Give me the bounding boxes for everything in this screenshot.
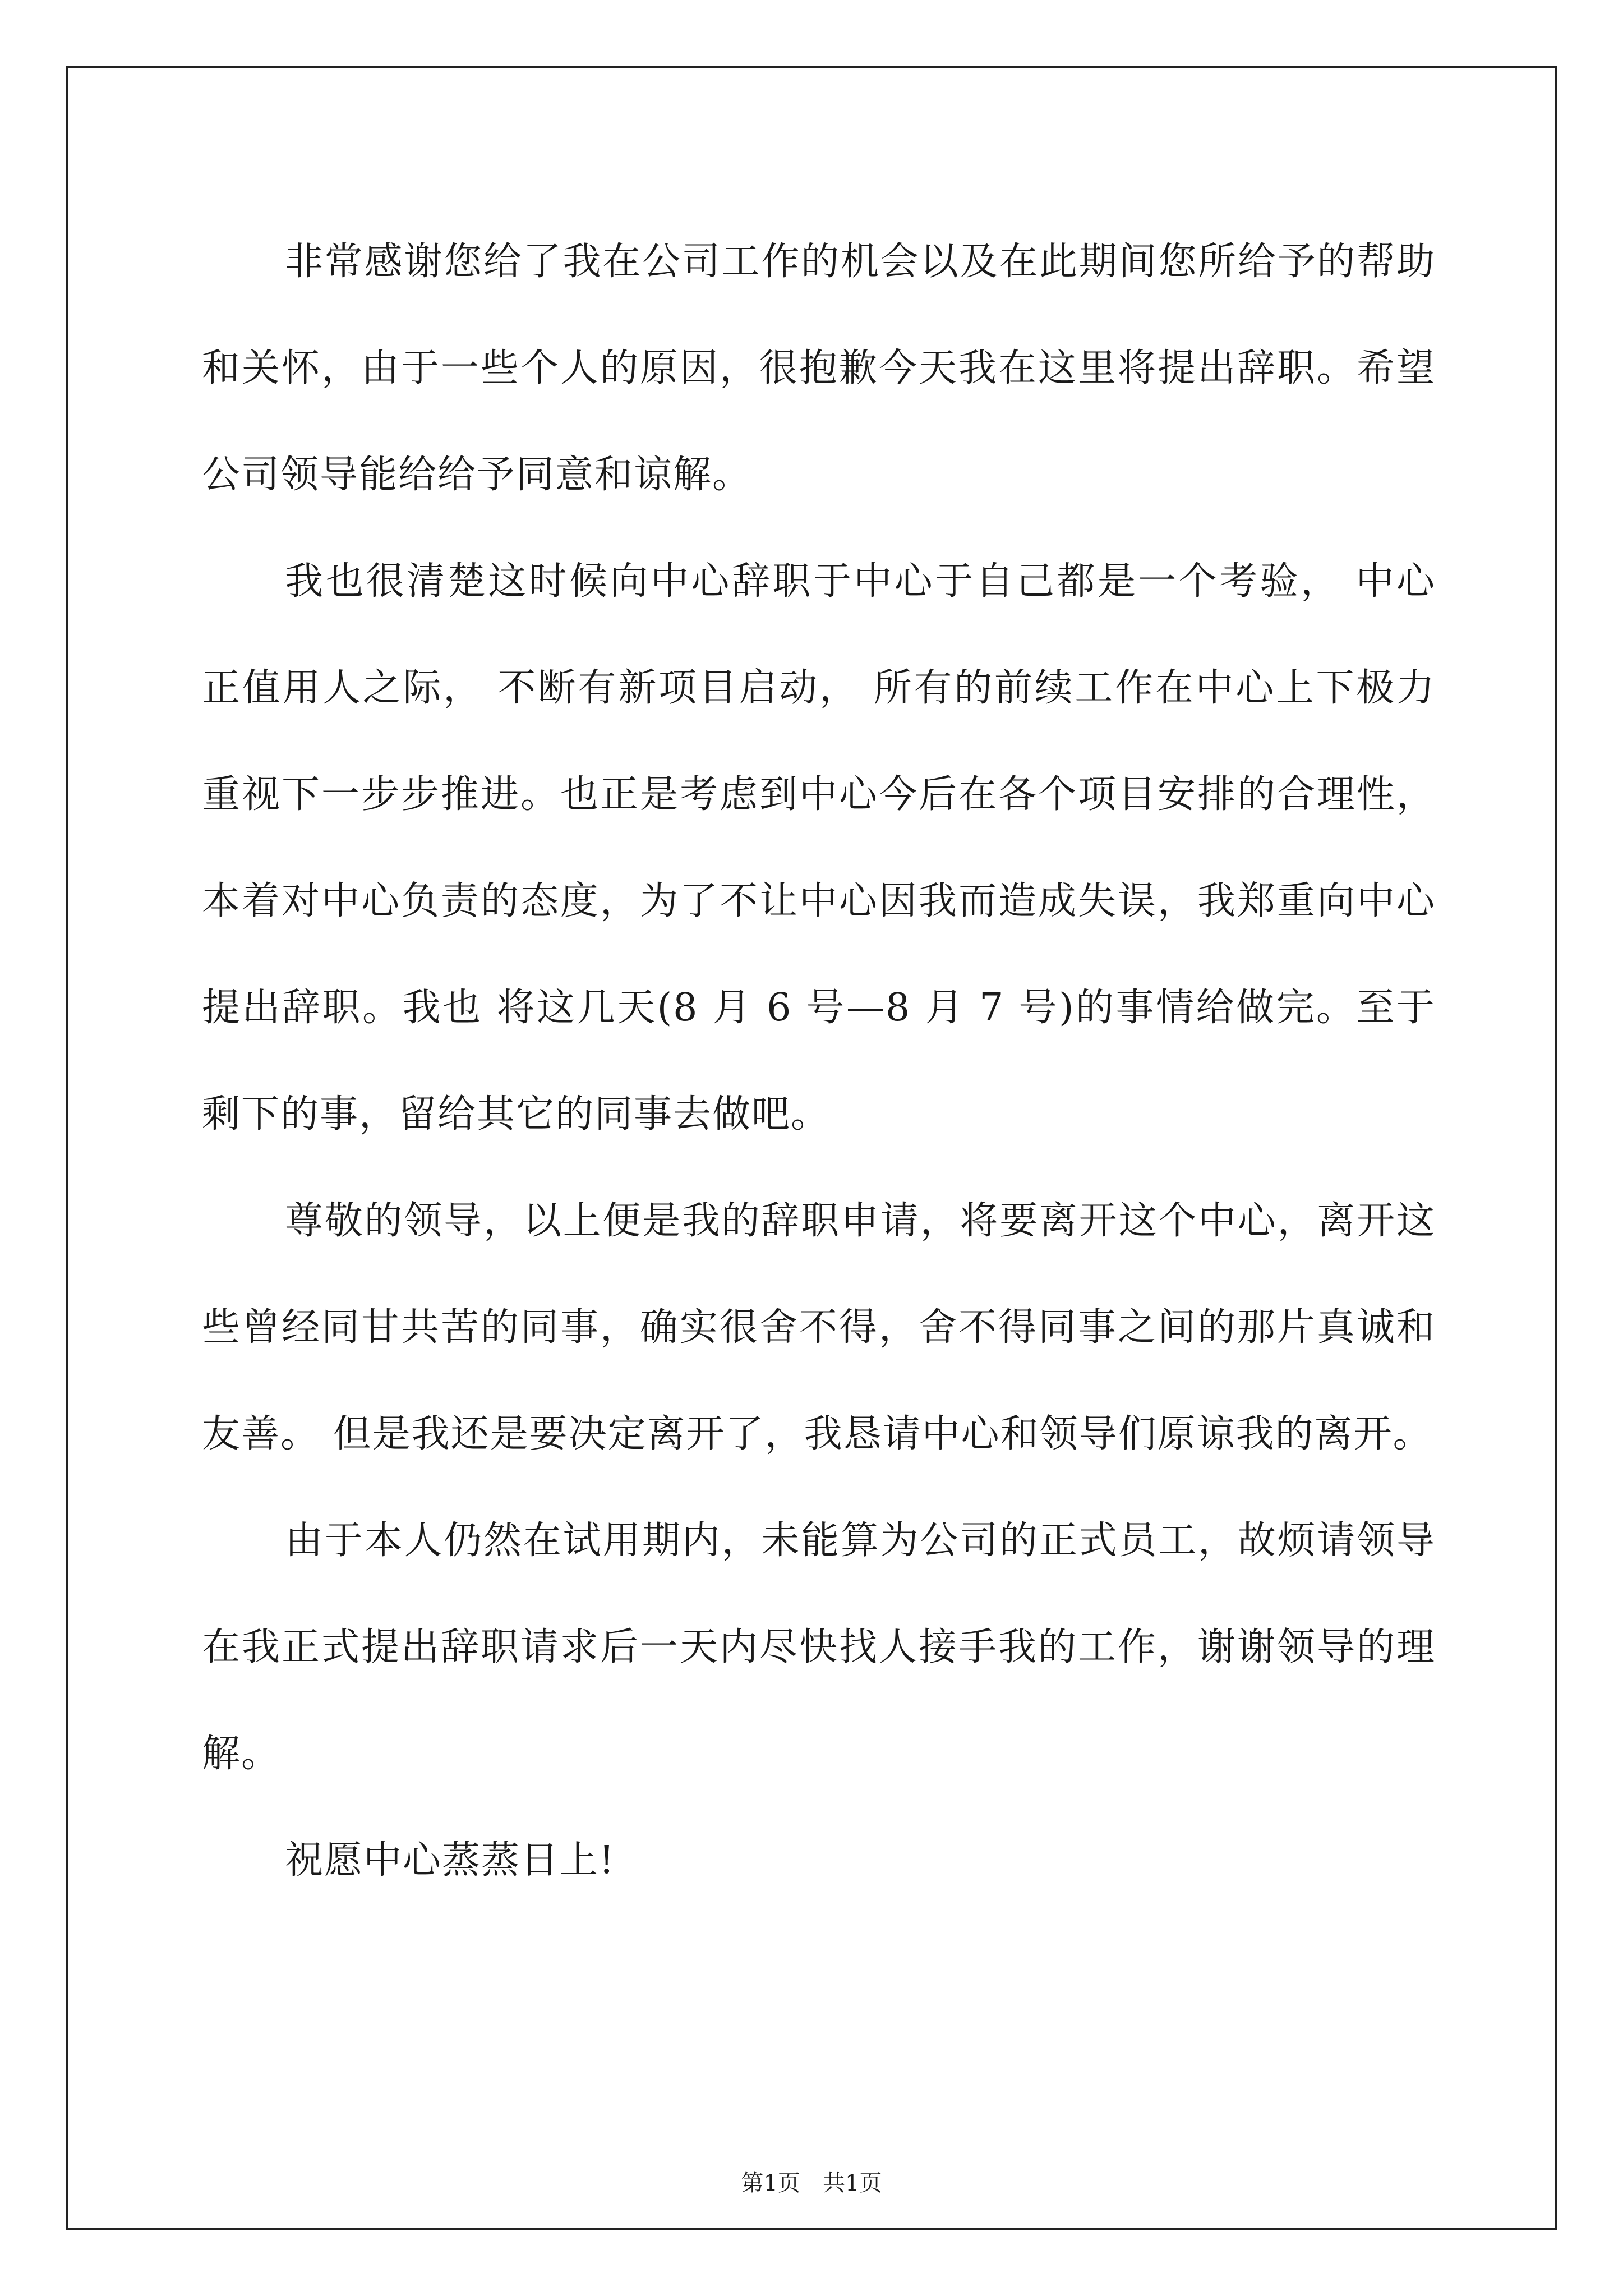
paragraph-wishes: 祝愿中心蒸蒸日上! xyxy=(285,1838,616,1883)
paragraph-probation: 由于本人仍然在试用期内，未能算为公司的正式员工，故烦请领导在我正式提出辞职请求后一天内尽快找人接手我的工作，谢谢领导的理解。 xyxy=(202,1519,1436,1776)
paragraph-gratitude: 非常感谢您给了我在公司工作的机会以及在此期间您所给予的帮助和关怀，由于一些个人的原因，很抱歉今天我在这里将提出辞职。希望公司领导能给给予同意和谅解。 xyxy=(202,240,1436,497)
page-number: 第1页 xyxy=(741,2170,800,2196)
paragraph-reason: 我也很清楚这时候向中心辞职于中心于自己都是一个考验， 中心正值用人之际， 不断有新项目启动， 所有的前续工作在中心上下极力重视下一步步推进。也正是考虑到中心今后在各个项目安排的合理性，本着对中心负责的态度，为了不让中心因我而造成失误，我郑重向中心提出辞职。我也 将这几天(8 月 6 号—8 月 7 号)的事情给做完。至于剩下的事，留给其它的同事去做吧。 xyxy=(202,559,1436,1137)
document-body xyxy=(202,209,1436,1914)
paragraph-farewell: 尊敬的领导，以上便是我的辞职申请，将要离开这个中心，离开这些曾经同甘共苦的同事，确实很舍不得，舍不得同事之间的那片真诚和友善。 但是我还是要决定离开了，我恳请中心和领导们原谅我的离开。 xyxy=(202,1199,1436,1456)
page-footer xyxy=(0,2170,1623,2197)
page-total: 共1页 xyxy=(823,2170,882,2196)
